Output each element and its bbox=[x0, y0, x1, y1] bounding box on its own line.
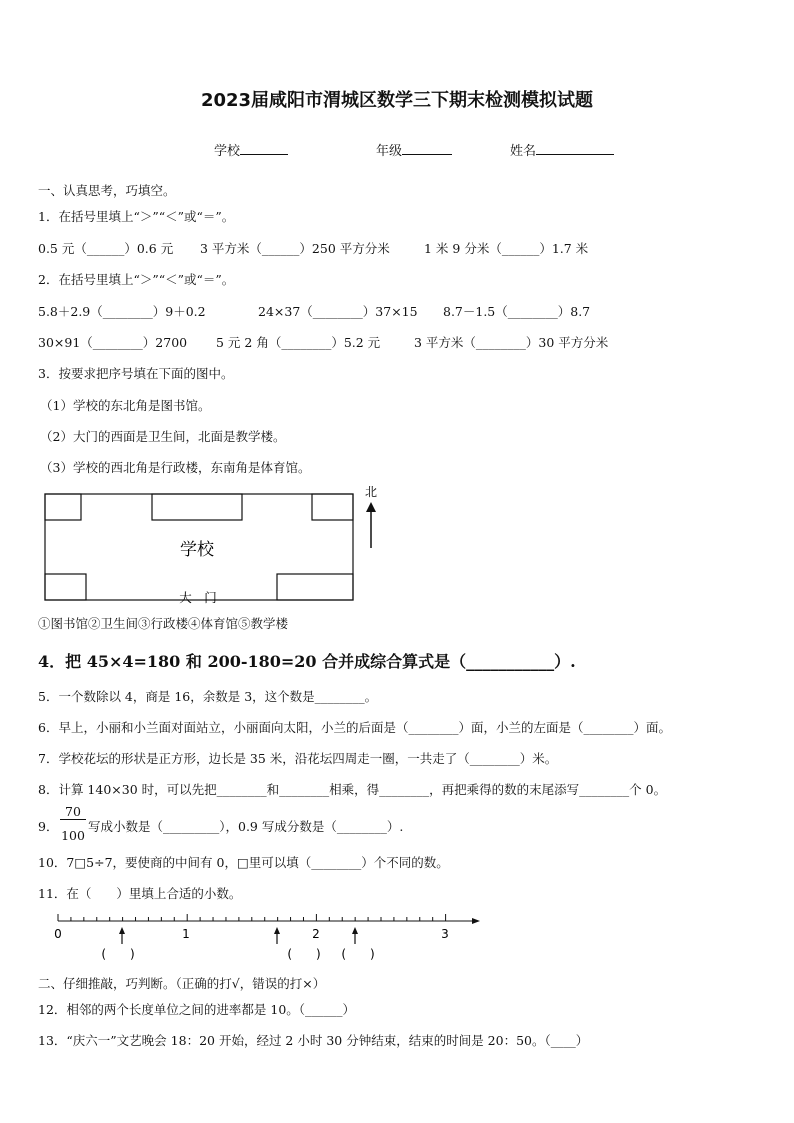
pointer-arrowhead-icon bbox=[352, 927, 358, 934]
q2-item: 5.8＋2.9（________）9＋0.2 bbox=[38, 304, 206, 319]
map-slot-southeast bbox=[277, 574, 353, 600]
map-slot-northwest bbox=[45, 494, 81, 520]
q2-text: 2．在括号里填上“＞”“＜”或“＝”。 bbox=[38, 272, 235, 287]
q9-frac-numerator: 70 bbox=[60, 804, 86, 820]
north-arrowhead-icon bbox=[366, 502, 376, 512]
q9-rest: 写成小数是（_________），0.9 写成分数是（________）. bbox=[88, 819, 404, 834]
tick-label: 2 bbox=[312, 927, 320, 941]
q1-text: 1．在括号里填上“＞”“＜”或“＝”。 bbox=[38, 209, 235, 224]
q7-text: 7．学校花坛的形状是正方形，边长是 35 米，沿花坛四周走一圈，一共走了（________）米。 bbox=[38, 751, 558, 766]
q2-item: 8.7－1.5（________）8.7 bbox=[443, 304, 591, 319]
q3-text: 3．按要求把序号填在下面的图中。 bbox=[38, 366, 234, 381]
map-gate-label: 大 门 bbox=[179, 590, 217, 605]
q3-sub: （2）大门的西面是卫生间，北面是教学楼。 bbox=[40, 429, 286, 444]
q5-text: 5．一个数除以 4，商是 16，余数是 3，这个数是________。 bbox=[38, 689, 378, 704]
q9-num: 9． bbox=[38, 819, 59, 834]
section1-heading: 一、认真思考，巧填空。 bbox=[38, 183, 176, 198]
number-line-ticks bbox=[58, 914, 446, 921]
map-slot-northeast bbox=[312, 494, 353, 520]
q1-item: 1 米 9 分米（______）1.7 米 bbox=[424, 241, 589, 256]
map-school-label: 学校 bbox=[180, 540, 214, 560]
tick-label: 1 bbox=[182, 927, 190, 941]
q10-text: 10．7□5÷7，要使商的中间有 0，□里可以填（________）个不同的数。 bbox=[38, 855, 449, 870]
q1-item: 0.5 元（______）0.6 元 bbox=[38, 241, 174, 256]
pointer-arrowhead-icon bbox=[119, 927, 125, 934]
grade-label: 年级 bbox=[376, 144, 403, 159]
q12-text: 12．相邻的两个长度单位之间的进率都是 10。（______） bbox=[38, 1002, 356, 1017]
name-blank[interactable] bbox=[536, 142, 614, 155]
page-title: 2023届咸阳市渭城区数学三下期末检测模拟试题 bbox=[200, 90, 594, 111]
name-label: 姓名 bbox=[510, 144, 537, 159]
q11-text: 11．在（ ）里填上合适的小数。 bbox=[38, 886, 242, 901]
q1-item: 3 平方米（______）250 平方分米 bbox=[200, 241, 390, 256]
q3-sub: （1）学校的东北角是图书馆。 bbox=[40, 398, 211, 413]
section2-heading: 二、仔细推敲，巧判断。（正确的打√，错误的打×） bbox=[38, 976, 326, 991]
q9-frac-denominator: 100 bbox=[61, 828, 85, 843]
map-slot-north bbox=[152, 494, 242, 520]
number-line-arrowhead-icon bbox=[472, 918, 480, 924]
number-line bbox=[40, 908, 490, 968]
north-label: 北 bbox=[364, 485, 378, 499]
q13-text: 13．“庆六一”文艺晚会 18：20 开始，经过 2 小时 30 分钟结束，结束的时间是 20：50。（____） bbox=[38, 1033, 589, 1048]
q2-item: 5 元 2 角（________）5.2 元 bbox=[216, 335, 381, 350]
q2-item: 30×91（________）2700 bbox=[38, 335, 188, 350]
pointer-arrowhead-icon bbox=[274, 927, 280, 934]
q3-legend: ①图书馆②卫生间③行政楼④体育馆⑤教学楼 bbox=[38, 616, 289, 631]
tick-label: 3 bbox=[441, 927, 449, 941]
answer-paren: ( ) bbox=[287, 947, 321, 961]
school-field[interactable] bbox=[214, 140, 288, 159]
school-blank[interactable] bbox=[240, 142, 288, 155]
grade-field[interactable] bbox=[376, 140, 452, 159]
map-slot-southwest bbox=[45, 574, 86, 600]
q3-sub: （3）学校的西北角是行政楼，东南角是体育馆。 bbox=[40, 460, 311, 475]
q4-text: 4．把 45×4=180 和 200-180=20 合并成综合算式是（___________）. bbox=[38, 652, 576, 671]
tick-label: 0 bbox=[54, 927, 62, 941]
q2-item: 24×37（________）37×15 bbox=[258, 304, 418, 319]
q2-item: 3 平方米（________）30 平方分米 bbox=[414, 335, 609, 350]
name-field[interactable] bbox=[510, 140, 614, 159]
q6-text: 6．早上，小丽和小兰面对面站立，小丽面向太阳，小兰的后面是（________）面，小兰的左面是（________）面。 bbox=[38, 720, 671, 735]
answer-paren: ( ) bbox=[341, 947, 375, 961]
grade-blank[interactable] bbox=[402, 142, 452, 155]
school-label: 学校 bbox=[214, 144, 241, 159]
q8-text: 8．计算 140×30 时，可以先把________和________相乘，得________，再把乘得的数的末尾添写________个 0。 bbox=[38, 782, 667, 797]
answer-paren: ( ) bbox=[101, 947, 135, 961]
school-map bbox=[38, 482, 398, 612]
